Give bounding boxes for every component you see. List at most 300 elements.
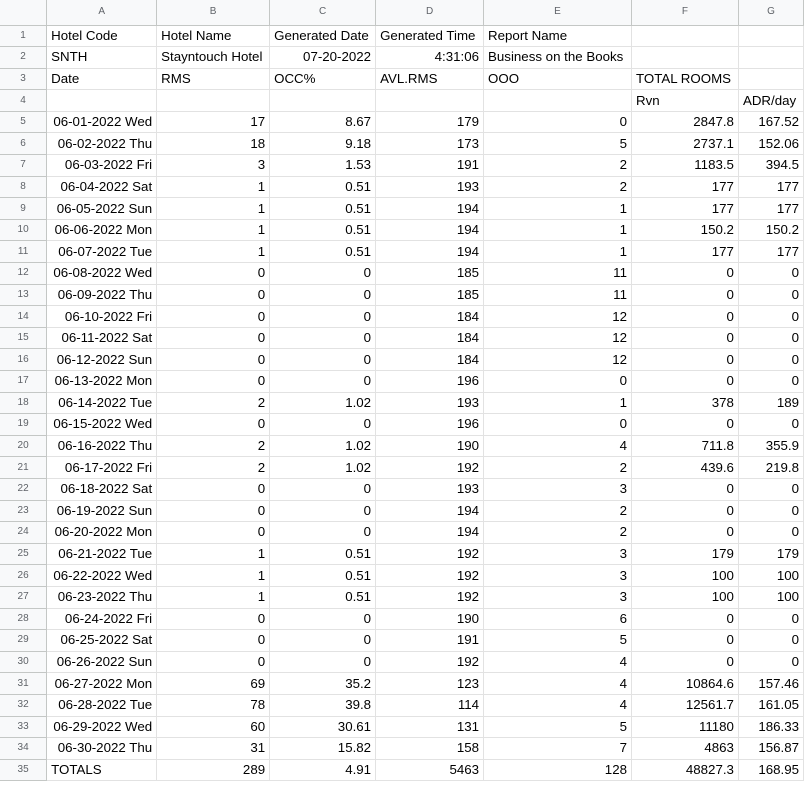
cell-b28[interactable]: 0 <box>157 608 270 630</box>
cell-f25[interactable]: 179 <box>631 543 738 565</box>
cell-d3[interactable]: AVL.RMS <box>376 68 484 90</box>
cell-g30[interactable]: 0 <box>738 651 803 673</box>
row-header[interactable]: 4 <box>0 90 47 112</box>
cell-a30[interactable]: 06-26-2022 Sun <box>47 651 157 673</box>
cell-a22[interactable]: 06-18-2022 Sat <box>47 478 157 500</box>
column-header-a[interactable]: A <box>47 0 157 25</box>
cell-e6[interactable]: 5 <box>484 133 632 155</box>
cell-c35[interactable]: 4.91 <box>270 759 376 781</box>
cell-a25[interactable]: 06-21-2022 Tue <box>47 543 157 565</box>
table-row <box>0 457 804 479</box>
cell-b32[interactable]: 78 <box>157 694 270 716</box>
cell-d1[interactable]: Generated Time <box>376 25 484 47</box>
table-row <box>0 694 804 716</box>
cell-f35[interactable]: 48827.3 <box>631 759 738 781</box>
cell-c30[interactable]: 0 <box>270 651 376 673</box>
cell-a16[interactable]: 06-12-2022 Sun <box>47 349 157 371</box>
cell-c13[interactable]: 0 <box>270 284 376 306</box>
row-header[interactable]: 22 <box>0 478 47 500</box>
cell-g23[interactable]: 0 <box>738 500 803 522</box>
cell-d33[interactable]: 131 <box>376 716 484 738</box>
table-row <box>0 111 804 133</box>
cell-d17[interactable]: 196 <box>376 371 484 393</box>
cell-d22[interactable]: 193 <box>376 478 484 500</box>
cell-f29[interactable]: 0 <box>631 630 738 652</box>
row-header[interactable]: 27 <box>0 586 47 608</box>
cell-b7[interactable]: 3 <box>157 155 270 177</box>
cell-g13[interactable]: 0 <box>738 284 803 306</box>
row-header[interactable]: 18 <box>0 392 47 414</box>
row-header[interactable]: 17 <box>0 371 47 393</box>
cell-f16[interactable]: 0 <box>631 349 738 371</box>
cell-e11[interactable]: 1 <box>484 241 632 263</box>
cell-f19[interactable]: 0 <box>631 414 738 436</box>
cell-d4[interactable] <box>376 90 484 112</box>
cell-d14[interactable]: 184 <box>376 306 484 328</box>
row-header[interactable]: 21 <box>0 457 47 479</box>
cell-d23[interactable]: 194 <box>376 500 484 522</box>
cell-b33[interactable]: 60 <box>157 716 270 738</box>
row-header[interactable]: 5 <box>0 111 47 133</box>
cell-d13[interactable]: 185 <box>376 284 484 306</box>
column-header-c[interactable]: C <box>270 0 376 25</box>
cell-d2[interactable]: 4:31:06 <box>376 47 484 69</box>
column-header-g[interactable]: G <box>738 0 803 25</box>
row-header[interactable]: 1 <box>0 25 47 47</box>
row-header[interactable]: 34 <box>0 738 47 760</box>
row-header[interactable]: 32 <box>0 694 47 716</box>
cell-f18[interactable]: 378 <box>631 392 738 414</box>
cell-d6[interactable]: 173 <box>376 133 484 155</box>
cell-c9[interactable]: 0.51 <box>270 198 376 220</box>
cell-c1[interactable]: Generated Date <box>270 25 376 47</box>
cell-a26[interactable]: 06-22-2022 Wed <box>47 565 157 587</box>
cell-e13[interactable]: 11 <box>484 284 632 306</box>
cell-e17[interactable]: 0 <box>484 371 632 393</box>
cell-a4[interactable] <box>47 90 157 112</box>
cell-g24[interactable]: 0 <box>738 522 803 544</box>
row-header[interactable]: 13 <box>0 284 47 306</box>
row-header[interactable]: 19 <box>0 414 47 436</box>
cell-a9[interactable]: 06-05-2022 Sun <box>47 198 157 220</box>
cell-b22[interactable]: 0 <box>157 478 270 500</box>
cell-c11[interactable]: 0.51 <box>270 241 376 263</box>
cell-g21[interactable]: 219.8 <box>738 457 803 479</box>
row-header[interactable]: 3 <box>0 68 47 90</box>
cell-g11[interactable]: 177 <box>738 241 803 263</box>
cell-a6[interactable]: 06-02-2022 Thu <box>47 133 157 155</box>
column-header-f[interactable]: F <box>631 0 738 25</box>
cell-c2[interactable]: 07-20-2022 <box>270 47 376 69</box>
cell-a12[interactable]: 06-08-2022 Wed <box>47 263 157 285</box>
cell-g22[interactable]: 0 <box>738 478 803 500</box>
table-row <box>0 392 804 414</box>
cell-c29[interactable]: 0 <box>270 630 376 652</box>
cell-e21[interactable]: 2 <box>484 457 632 479</box>
cell-a27[interactable]: 06-23-2022 Thu <box>47 586 157 608</box>
cell-f32[interactable]: 12561.7 <box>631 694 738 716</box>
cell-a2[interactable]: SNTH <box>47 47 157 69</box>
cell-g18[interactable]: 189 <box>738 392 803 414</box>
cell-c15[interactable]: 0 <box>270 327 376 349</box>
cell-b24[interactable]: 0 <box>157 522 270 544</box>
row-header[interactable]: 30 <box>0 651 47 673</box>
cell-a24[interactable]: 06-20-2022 Mon <box>47 522 157 544</box>
cell-d20[interactable]: 190 <box>376 435 484 457</box>
cell-c12[interactable]: 0 <box>270 263 376 285</box>
cell-b21[interactable]: 2 <box>157 457 270 479</box>
cell-c25[interactable]: 0.51 <box>270 543 376 565</box>
cell-g20[interactable]: 355.9 <box>738 435 803 457</box>
cell-a3[interactable]: Date <box>47 68 157 90</box>
cell-e4[interactable] <box>484 90 632 112</box>
cell-d11[interactable]: 194 <box>376 241 484 263</box>
cell-a23[interactable]: 06-19-2022 Sun <box>47 500 157 522</box>
table-row <box>0 651 804 673</box>
cell-g29[interactable]: 0 <box>738 630 803 652</box>
cell-f3[interactable]: TOTAL ROOMS <box>631 68 738 90</box>
cell-g34[interactable]: 156.87 <box>738 738 803 760</box>
cell-e7[interactable]: 2 <box>484 155 632 177</box>
cell-g14[interactable]: 0 <box>738 306 803 328</box>
row-header[interactable]: 10 <box>0 219 47 241</box>
cell-d32[interactable]: 114 <box>376 694 484 716</box>
cell-f34[interactable]: 4863 <box>631 738 738 760</box>
cell-b23[interactable]: 0 <box>157 500 270 522</box>
cell-a35[interactable]: TOTALS <box>47 759 157 781</box>
cell-c14[interactable]: 0 <box>270 306 376 328</box>
cell-d19[interactable]: 196 <box>376 414 484 436</box>
cell-b1[interactable]: Hotel Name <box>157 25 270 47</box>
cell-d8[interactable]: 193 <box>376 176 484 198</box>
cell-c32[interactable]: 39.8 <box>270 694 376 716</box>
cell-b30[interactable]: 0 <box>157 651 270 673</box>
cell-a31[interactable]: 06-27-2022 Mon <box>47 673 157 695</box>
cell-e25[interactable]: 3 <box>484 543 632 565</box>
cell-b10[interactable]: 1 <box>157 219 270 241</box>
cell-g1[interactable] <box>738 25 803 47</box>
cell-e2[interactable]: Business on the Books <box>484 47 632 69</box>
cell-c34[interactable]: 15.82 <box>270 738 376 760</box>
cell-b14[interactable]: 0 <box>157 306 270 328</box>
cell-e30[interactable]: 4 <box>484 651 632 673</box>
cell-b26[interactable]: 1 <box>157 565 270 587</box>
cell-a32[interactable]: 06-28-2022 Tue <box>47 694 157 716</box>
cell-g31[interactable]: 157.46 <box>738 673 803 695</box>
cell-g6[interactable]: 152.06 <box>738 133 803 155</box>
cell-b8[interactable]: 1 <box>157 176 270 198</box>
row-header[interactable]: 33 <box>0 716 47 738</box>
cell-c4[interactable] <box>270 90 376 112</box>
cell-e9[interactable]: 1 <box>484 198 632 220</box>
select-all-corner[interactable] <box>0 0 47 25</box>
cell-f15[interactable]: 0 <box>631 327 738 349</box>
cell-g16[interactable]: 0 <box>738 349 803 371</box>
cell-e29[interactable]: 5 <box>484 630 632 652</box>
cell-g3[interactable] <box>738 68 803 90</box>
cell-c16[interactable]: 0 <box>270 349 376 371</box>
cell-e22[interactable]: 3 <box>484 478 632 500</box>
cell-c28[interactable]: 0 <box>270 608 376 630</box>
table-row <box>0 219 804 241</box>
row-header[interactable]: 29 <box>0 630 47 652</box>
cell-f33[interactable]: 11180 <box>631 716 738 738</box>
cell-f9[interactable]: 177 <box>631 198 738 220</box>
cell-c19[interactable]: 0 <box>270 414 376 436</box>
row-header[interactable]: 28 <box>0 608 47 630</box>
cell-d35[interactable]: 5463 <box>376 759 484 781</box>
cell-g32[interactable]: 161.05 <box>738 694 803 716</box>
cell-f13[interactable]: 0 <box>631 284 738 306</box>
column-header-e[interactable]: E <box>484 0 632 25</box>
cell-d15[interactable]: 184 <box>376 327 484 349</box>
row-header[interactable]: 15 <box>0 327 47 349</box>
cell-e10[interactable]: 1 <box>484 219 632 241</box>
cell-b18[interactable]: 2 <box>157 392 270 414</box>
cell-c6[interactable]: 9.18 <box>270 133 376 155</box>
cell-d5[interactable]: 179 <box>376 111 484 133</box>
column-header-d[interactable]: D <box>376 0 484 25</box>
cell-b31[interactable]: 69 <box>157 673 270 695</box>
row-header[interactable]: 2 <box>0 47 47 69</box>
cell-b29[interactable]: 0 <box>157 630 270 652</box>
cell-a17[interactable]: 06-13-2022 Mon <box>47 371 157 393</box>
cell-d28[interactable]: 190 <box>376 608 484 630</box>
cell-d12[interactable]: 185 <box>376 263 484 285</box>
cell-f6[interactable]: 2737.1 <box>631 133 738 155</box>
cell-f31[interactable]: 10864.6 <box>631 673 738 695</box>
table-row <box>0 284 804 306</box>
cell-g26[interactable]: 100 <box>738 565 803 587</box>
table-row <box>0 630 804 652</box>
cell-a10[interactable]: 06-06-2022 Mon <box>47 219 157 241</box>
row-header[interactable]: 11 <box>0 241 47 263</box>
cell-f30[interactable]: 0 <box>631 651 738 673</box>
cell-f2[interactable] <box>631 47 738 69</box>
cell-c5[interactable]: 8.67 <box>270 111 376 133</box>
row-header[interactable]: 16 <box>0 349 47 371</box>
cell-c7[interactable]: 1.53 <box>270 155 376 177</box>
cell-f5[interactable]: 2847.8 <box>631 111 738 133</box>
table-row <box>0 155 804 177</box>
row-header[interactable]: 31 <box>0 673 47 695</box>
cell-f24[interactable]: 0 <box>631 522 738 544</box>
cell-d16[interactable]: 184 <box>376 349 484 371</box>
cell-c20[interactable]: 1.02 <box>270 435 376 457</box>
column-header-b[interactable]: B <box>157 0 270 25</box>
cell-b3[interactable]: RMS <box>157 68 270 90</box>
cell-f11[interactable]: 177 <box>631 241 738 263</box>
table-row <box>0 500 804 522</box>
row-header[interactable]: 23 <box>0 500 47 522</box>
cell-e34[interactable]: 7 <box>484 738 632 760</box>
cell-f10[interactable]: 150.2 <box>631 219 738 241</box>
cell-g19[interactable]: 0 <box>738 414 803 436</box>
cell-c33[interactable]: 30.61 <box>270 716 376 738</box>
row-header[interactable]: 14 <box>0 306 47 328</box>
cell-e12[interactable]: 11 <box>484 263 632 285</box>
cell-d21[interactable]: 192 <box>376 457 484 479</box>
cell-d18[interactable]: 193 <box>376 392 484 414</box>
cell-a8[interactable]: 06-04-2022 Sat <box>47 176 157 198</box>
cell-e5[interactable]: 0 <box>484 111 632 133</box>
cell-e27[interactable]: 3 <box>484 586 632 608</box>
row-header[interactable]: 25 <box>0 543 47 565</box>
cell-e8[interactable]: 2 <box>484 176 632 198</box>
cell-c24[interactable]: 0 <box>270 522 376 544</box>
cell-b20[interactable]: 2 <box>157 435 270 457</box>
cell-e24[interactable]: 2 <box>484 522 632 544</box>
cell-b34[interactable]: 31 <box>157 738 270 760</box>
row-header[interactable]: 8 <box>0 176 47 198</box>
cell-g2[interactable] <box>738 47 803 69</box>
cell-f28[interactable]: 0 <box>631 608 738 630</box>
cell-b5[interactable]: 17 <box>157 111 270 133</box>
row-header[interactable]: 26 <box>0 565 47 587</box>
cell-b9[interactable]: 1 <box>157 198 270 220</box>
cell-f14[interactable]: 0 <box>631 306 738 328</box>
cell-f26[interactable]: 100 <box>631 565 738 587</box>
cell-f1[interactable] <box>631 25 738 47</box>
cell-g9[interactable]: 177 <box>738 198 803 220</box>
cell-b19[interactable]: 0 <box>157 414 270 436</box>
cell-g25[interactable]: 179 <box>738 543 803 565</box>
cell-c17[interactable]: 0 <box>270 371 376 393</box>
cell-g12[interactable]: 0 <box>738 263 803 285</box>
cell-f12[interactable]: 0 <box>631 263 738 285</box>
cell-a14[interactable]: 06-10-2022 Fri <box>47 306 157 328</box>
cell-a7[interactable]: 06-03-2022 Fri <box>47 155 157 177</box>
row-header[interactable]: 24 <box>0 522 47 544</box>
cell-e19[interactable]: 0 <box>484 414 632 436</box>
cell-d7[interactable]: 191 <box>376 155 484 177</box>
cell-a18[interactable]: 06-14-2022 Tue <box>47 392 157 414</box>
cell-a20[interactable]: 06-16-2022 Thu <box>47 435 157 457</box>
cell-a19[interactable]: 06-15-2022 Wed <box>47 414 157 436</box>
cell-e35[interactable]: 128 <box>484 759 632 781</box>
cell-a13[interactable]: 06-09-2022 Thu <box>47 284 157 306</box>
cell-e18[interactable]: 1 <box>484 392 632 414</box>
cell-a15[interactable]: 06-11-2022 Sat <box>47 327 157 349</box>
cell-c10[interactable]: 0.51 <box>270 219 376 241</box>
cell-g8[interactable]: 177 <box>738 176 803 198</box>
cell-c21[interactable]: 1.02 <box>270 457 376 479</box>
cell-f23[interactable]: 0 <box>631 500 738 522</box>
cell-g17[interactable]: 0 <box>738 371 803 393</box>
cell-g7[interactable]: 394.5 <box>738 155 803 177</box>
cell-a1[interactable]: Hotel Code <box>47 25 157 47</box>
cell-a34[interactable]: 06-30-2022 Thu <box>47 738 157 760</box>
cell-g10[interactable]: 150.2 <box>738 219 803 241</box>
cell-e32[interactable]: 4 <box>484 694 632 716</box>
cell-c26[interactable]: 0.51 <box>270 565 376 587</box>
row-header[interactable]: 35 <box>0 759 47 781</box>
cell-f7[interactable]: 1183.5 <box>631 155 738 177</box>
cell-b2[interactable]: Stayntouch Hotel <box>157 47 270 69</box>
cell-d25[interactable]: 192 <box>376 543 484 565</box>
cell-g5[interactable]: 167.52 <box>738 111 803 133</box>
cell-b17[interactable]: 0 <box>157 371 270 393</box>
cell-c27[interactable]: 0.51 <box>270 586 376 608</box>
cell-d24[interactable]: 194 <box>376 522 484 544</box>
row-header[interactable]: 9 <box>0 198 47 220</box>
cell-f8[interactable]: 177 <box>631 176 738 198</box>
row-header[interactable]: 7 <box>0 155 47 177</box>
cell-c18[interactable]: 1.02 <box>270 392 376 414</box>
cell-b13[interactable]: 0 <box>157 284 270 306</box>
cell-b35[interactable]: 289 <box>157 759 270 781</box>
cell-e28[interactable]: 6 <box>484 608 632 630</box>
cell-b6[interactable]: 18 <box>157 133 270 155</box>
cell-f22[interactable]: 0 <box>631 478 738 500</box>
cell-b27[interactable]: 1 <box>157 586 270 608</box>
cell-a33[interactable]: 06-29-2022 Wed <box>47 716 157 738</box>
cell-a5[interactable]: 06-01-2022 Wed <box>47 111 157 133</box>
cell-g35[interactable]: 168.95 <box>738 759 803 781</box>
cell-d10[interactable]: 194 <box>376 219 484 241</box>
cell-b25[interactable]: 1 <box>157 543 270 565</box>
cell-f17[interactable]: 0 <box>631 371 738 393</box>
cell-b11[interactable]: 1 <box>157 241 270 263</box>
cell-d34[interactable]: 158 <box>376 738 484 760</box>
cell-f21[interactable]: 439.6 <box>631 457 738 479</box>
cell-a11[interactable]: 06-07-2022 Tue <box>47 241 157 263</box>
cell-d9[interactable]: 194 <box>376 198 484 220</box>
cell-c23[interactable]: 0 <box>270 500 376 522</box>
cell-c3[interactable]: OCC% <box>270 68 376 90</box>
table-row <box>0 673 804 695</box>
cell-a21[interactable]: 06-17-2022 Fri <box>47 457 157 479</box>
cell-b12[interactable]: 0 <box>157 263 270 285</box>
cell-g28[interactable]: 0 <box>738 608 803 630</box>
cell-g33[interactable]: 186.33 <box>738 716 803 738</box>
cell-e16[interactable]: 12 <box>484 349 632 371</box>
cell-b15[interactable]: 0 <box>157 327 270 349</box>
cell-e33[interactable]: 5 <box>484 716 632 738</box>
row-header[interactable]: 20 <box>0 435 47 457</box>
cell-f4[interactable]: Rvn <box>631 90 738 112</box>
cell-d26[interactable]: 192 <box>376 565 484 587</box>
column-header-row <box>0 0 804 25</box>
cell-e26[interactable]: 3 <box>484 565 632 587</box>
cell-c8[interactable]: 0.51 <box>270 176 376 198</box>
cell-b4[interactable] <box>157 90 270 112</box>
cell-e1[interactable]: Report Name <box>484 25 632 47</box>
cell-f20[interactable]: 711.8 <box>631 435 738 457</box>
cell-c22[interactable]: 0 <box>270 478 376 500</box>
cell-e3[interactable]: OOO <box>484 68 632 90</box>
row-header[interactable]: 12 <box>0 263 47 285</box>
cell-e15[interactable]: 12 <box>484 327 632 349</box>
cell-g27[interactable]: 100 <box>738 586 803 608</box>
cell-d27[interactable]: 192 <box>376 586 484 608</box>
cell-a28[interactable]: 06-24-2022 Fri <box>47 608 157 630</box>
row-header[interactable]: 6 <box>0 133 47 155</box>
cell-e31[interactable]: 4 <box>484 673 632 695</box>
cell-d29[interactable]: 191 <box>376 630 484 652</box>
cell-e20[interactable]: 4 <box>484 435 632 457</box>
cell-f27[interactable]: 100 <box>631 586 738 608</box>
cell-g4[interactable]: ADR/day <box>738 90 803 112</box>
cell-e23[interactable]: 2 <box>484 500 632 522</box>
cell-b16[interactable]: 0 <box>157 349 270 371</box>
cell-e14[interactable]: 12 <box>484 306 632 328</box>
cell-c31[interactable]: 35.2 <box>270 673 376 695</box>
cell-d31[interactable]: 123 <box>376 673 484 695</box>
cell-g15[interactable]: 0 <box>738 327 803 349</box>
cell-a29[interactable]: 06-25-2022 Sat <box>47 630 157 652</box>
cell-d30[interactable]: 192 <box>376 651 484 673</box>
